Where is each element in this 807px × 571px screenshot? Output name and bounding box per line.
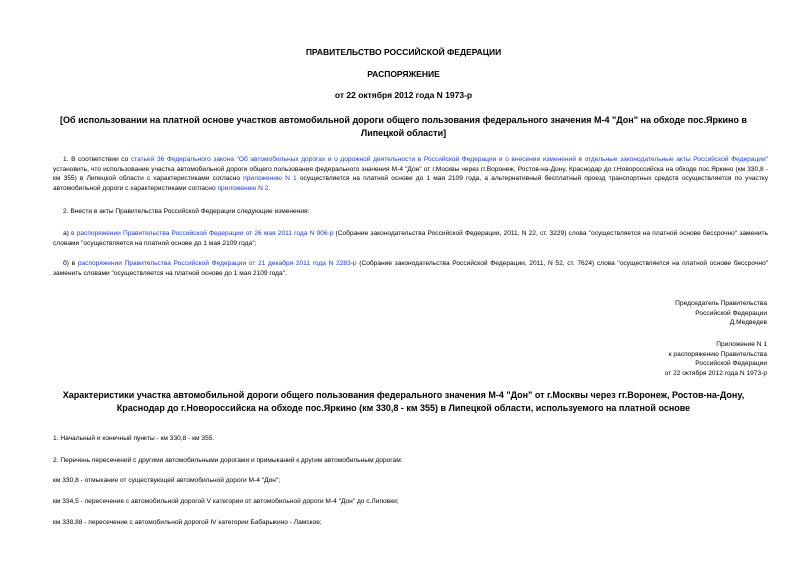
item-km-338-88: км 338,88 - пересечение с автомобильной дорогой IV категории Бабарыкино - Ламское; [53,519,322,526]
document-type: РАСПОРЯЖЕНИЕ [367,69,440,79]
item-km-334-5: км 334,5 - пересечение с автомобильной дорогой V категории от автомобильной дороги М-4 "Дон" до с.Липовки; [53,498,399,505]
document-date-number: от 22 октября 2012 года N 1973-р [334,90,473,100]
government-heading: ПРАВИТЕЛЬСТВО РОССИЙСКОЙ ФЕДЕРАЦИИ [305,47,502,57]
paragraph-2b-text-b: (Собрание законодательства Российской Федерации, 2011, N 52, ст. 7624) слова "осуществляется на платной основе бессрочно" заменить словами "осуществляется на платной основе до 1 мая 2109 года". [53,260,768,277]
paragraph-2: 2. Внести в акты Правительства Российской Федерации следующие изменения: [63,208,310,215]
appendix-header [507,340,767,378]
item-1: 1. Начальный и конечный пункты - км 330,8 - км 355. [53,435,215,442]
paragraph-2a-text-a: а) [63,230,72,237]
document-title: [Об использовании на платной основе участков автомобильной дороги общего пользования федерального значения М-4 "Дон" на обходе пос.Яркино в Липецкой области] [60,115,747,138]
paragraph-1-text-c: осуществляется на платной основе до 1 мая 2109 года, а альтернативный бесплатный проезд транспортных средств осуществляется по участку автомобильной дороги с характеристиками согласно [53,175,768,192]
appendix-reference: к распоряжению Правительства [668,350,767,358]
paragraph-1 [53,155,768,193]
paragraph-1-text-a: 1. В соответствии со [63,156,131,163]
signature-block [507,299,767,328]
paragraph-1-text-b: установить, что использование участка автомобильной дороги общего пользования федерального значения М-4 "Дон" от г.Москвы через гг.Воронеж, Ростов-на-Дону, Краснодар до г.Новороссийска на обходе пос.Яркино (км 330,8 - км 355) в Липецкой области с характеристиками согласно [53,165,768,183]
paragraph-2a [53,229,768,248]
signature-country: Российской Федерации [695,309,767,317]
paragraph-1-text-d: . [268,184,271,192]
law-article-36-link[interactable]: статьей 36 Федерального закона "Об автомобильных дорогах и о дорожной деятельности в Российской Федерации и о внесении изменений в отдельные законодательные акты Российской Федерации" [130,156,768,163]
paragraph-2a-text-b: (Собрание законодательства Российской Федерации, 2011, N 22, ст. 3229) слова "осуществляется на платной основе бессрочно" заменить словами "осуществляется на платной основе до 1 мая 2109 года"; [53,230,768,247]
item-km-330-8: км 330,8 - отмыкание от существующей автомобильной дороги М-4 "Дон"; [53,477,281,484]
order-906-link[interactable]: в распоряжении Правительства Российской Федерации от 26 мая 2011 года N 906-р [71,230,334,237]
paragraph-2b [53,259,768,278]
appendix-1-link[interactable]: приложению N 1 [243,175,297,183]
appendix-number: Приложение N 1 [716,341,767,348]
appendix-2-link[interactable]: приложению N 2 [217,184,269,192]
item-2: 2. Перечень пересечений с другими автомобильными дорогами и примыканий к другим автомобильным дорогам: [53,457,403,464]
order-2283-link[interactable]: распоряжении Правительства Российской Федерации от 21 декабря 2011 года N 2283-р [77,260,357,267]
signature-position: Председатель Правительства [675,300,767,307]
appendix-country: Российской Федерации [695,360,767,368]
paragraph-2b-text-a: б) в [63,260,78,267]
signature-name: Д.Медведев [729,319,767,327]
appendix-date: от 22 октября 2012 года N 1973-р [664,369,767,377]
appendix-title: Характеристики участка автомобильной дороги общего пользования федерального значения М-4 "Дон" от г.Москвы через гг.Воронеж, Ростов-на-Дону, Краснодар до г.Новороссийска на обходе пос.Яркино (км 330,8 - км 355) в Липецкой области, используемого на платной основе [62,390,745,413]
